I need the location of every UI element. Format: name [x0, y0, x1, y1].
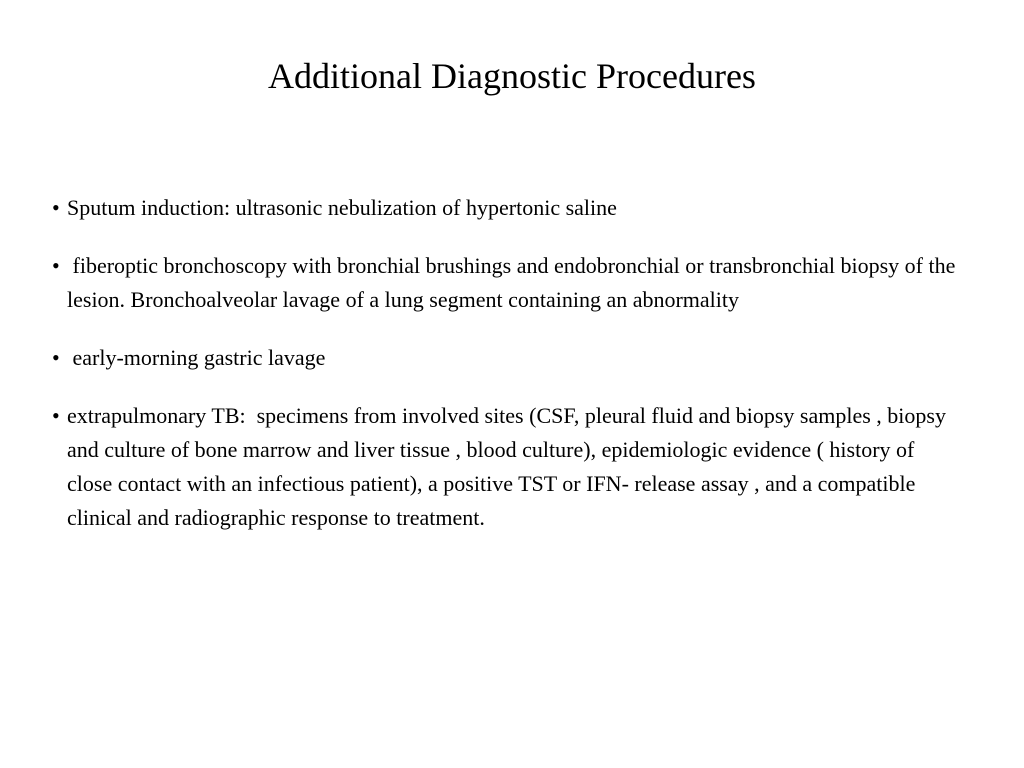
bullet-item-extrapulmonary-tb [48, 399, 958, 535]
bullet-icon: • [52, 195, 60, 220]
bullet-item-bronchoscopy [48, 249, 961, 317]
bullet-item-sputum-induction [48, 191, 958, 225]
bullet-text: extrapulmonary TB: specimens from involved sites (CSF, pleural fluid and biopsy samples , biopsy and culture of bone marrow and liver tissue , blood culture), epidemiologic evidence ( history of close contact with an infectious patient), a positive TST or IFN- release assay , and a compatible clinical and radiographic response to treatment. [67, 403, 952, 530]
bullet-list [48, 191, 961, 559]
bullet-item-gastric-lavage [48, 341, 958, 375]
bullet-text: Sputum induction: ultrasonic nebulization of hypertonic saline [67, 195, 617, 220]
bullet-icon: • [52, 403, 60, 428]
slide-title: Additional Diagnostic Procedures [268, 56, 756, 96]
bullet-text: early-morning gastric lavage [67, 345, 326, 370]
bullet-icon: • [52, 345, 60, 370]
bullet-icon: • [52, 253, 60, 278]
bullet-text: fiberoptic bronchoscopy with bronchial brushings and endobronchial or transbronchial biopsy of the lesion. Bronchoalveolar lavage of a lung segment containing an abnormality [67, 253, 961, 312]
